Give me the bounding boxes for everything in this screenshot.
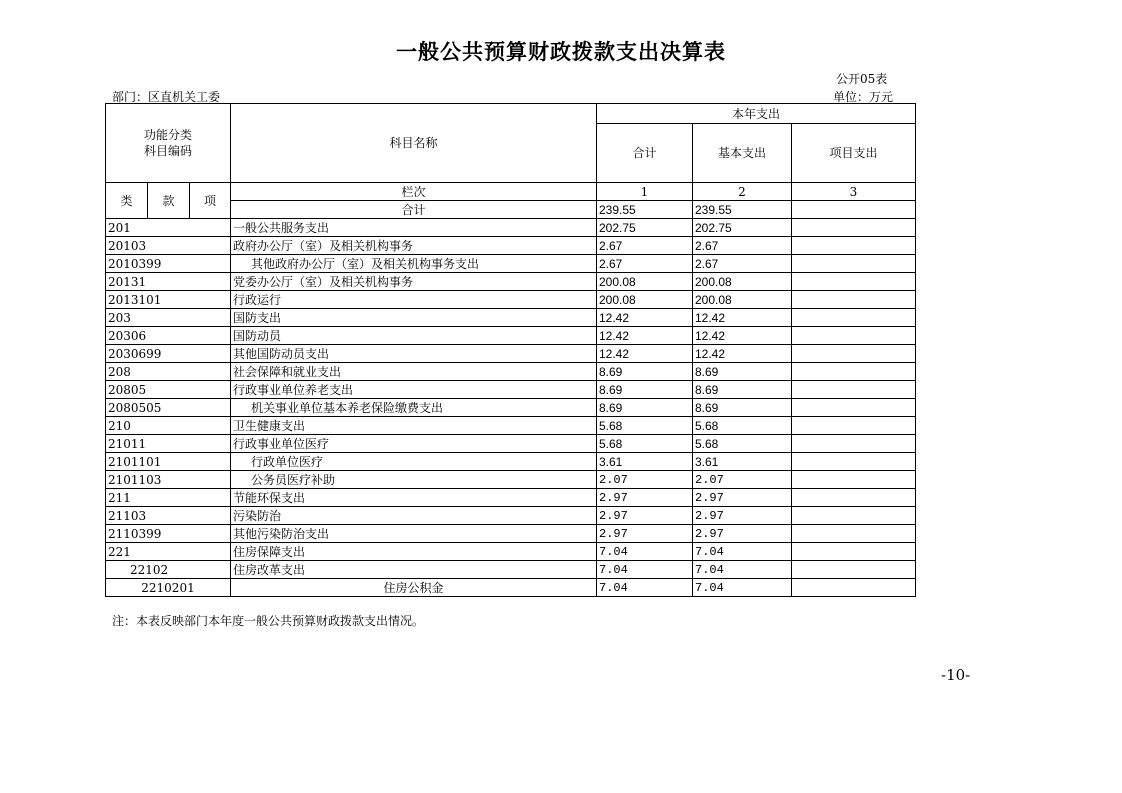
basic-value: 5.68: [693, 417, 792, 435]
basic-value: 12.42: [693, 345, 792, 363]
subject-code: 20306: [106, 327, 231, 345]
subject-name: 行政单位医疗: [231, 453, 597, 471]
table-row: [106, 273, 916, 291]
table-header: [106, 104, 916, 219]
total-value: 12.42: [597, 345, 693, 363]
table-body: [106, 219, 916, 597]
col-index-3: 3: [792, 183, 916, 201]
project-value: [792, 363, 916, 381]
table-row: [106, 363, 916, 381]
table-row: [106, 381, 916, 399]
basic-value: 7.04: [693, 543, 792, 561]
basic-value: 8.69: [693, 363, 792, 381]
table-row: [106, 417, 916, 435]
total-header: 合计: [597, 124, 693, 183]
project-value: [792, 471, 916, 489]
subject-code: 210: [106, 417, 231, 435]
col-index-2: 2: [693, 183, 792, 201]
subject-name: 卫生健康支出: [231, 417, 597, 435]
subject-name: 住房保障支出: [231, 543, 597, 561]
table-row: [106, 327, 916, 345]
subject-name: 党委办公厅（室）及相关机构事务: [231, 273, 597, 291]
item-header: 项: [190, 183, 231, 219]
subject-code: 208: [106, 363, 231, 381]
basic-value: 2.67: [693, 237, 792, 255]
subject-name: 公务员医疗补助: [231, 471, 597, 489]
project-value: [792, 543, 916, 561]
basic-value: 7.04: [693, 579, 792, 597]
total-value: 8.69: [597, 381, 693, 399]
basic-value: 202.75: [693, 219, 792, 237]
project-value: [792, 291, 916, 309]
project-value: [792, 453, 916, 471]
basic-value: 12.42: [693, 309, 792, 327]
basic-value: 200.08: [693, 291, 792, 309]
subject-name: 社会保障和就业支出: [231, 363, 597, 381]
total-value: 200.08: [597, 291, 693, 309]
project-value: [792, 579, 916, 597]
basic-value: 2.97: [693, 507, 792, 525]
grand-total-value: 239.55: [597, 201, 693, 219]
grand-project-value: [792, 201, 916, 219]
table-row: [106, 309, 916, 327]
subject-code: 20131: [106, 273, 231, 291]
department-label: 部门：区直机关工委: [112, 90, 221, 104]
project-value: [792, 561, 916, 579]
basic-value: 8.69: [693, 381, 792, 399]
page-number: -10-: [941, 666, 971, 684]
grand-basic-value: 239.55: [693, 201, 792, 219]
basic-value: 5.68: [693, 435, 792, 453]
total-value: 2.67: [597, 237, 693, 255]
project-value: [792, 399, 916, 417]
subject-name: 其他国防动员支出: [231, 345, 597, 363]
table-row: [106, 579, 916, 597]
subject-name: 污染防治: [231, 507, 597, 525]
subject-code-label: 科目编码: [143, 144, 192, 158]
subject-name: 行政事业单位医疗: [231, 435, 597, 453]
table-row: [106, 255, 916, 273]
basic-value: 3.61: [693, 453, 792, 471]
table-row: [106, 399, 916, 417]
column-order-label: 栏次: [231, 183, 597, 201]
total-value: 2.67: [597, 255, 693, 273]
subject-code: 2080505: [106, 399, 231, 417]
table-row: [106, 525, 916, 543]
subject-code: 22102: [106, 561, 231, 579]
subject-code: 21103: [106, 507, 231, 525]
total-value: 2.97: [597, 489, 693, 507]
project-value: [792, 219, 916, 237]
project-value: [792, 309, 916, 327]
total-value: 2.07: [597, 471, 693, 489]
subject-code: 2110399: [106, 525, 231, 543]
total-value: 7.04: [597, 561, 693, 579]
subject-name: 国防动员: [231, 327, 597, 345]
section-header: 款: [148, 183, 190, 219]
table-row: [106, 435, 916, 453]
form-code: 公开05表: [836, 72, 888, 86]
total-value: 5.68: [597, 417, 693, 435]
table-row: [106, 291, 916, 309]
project-value: [792, 417, 916, 435]
unit-label: 单位：万元: [833, 90, 894, 104]
col-index-1: 1: [597, 183, 693, 201]
basic-expense-header: 基本支出: [693, 124, 792, 183]
basic-value: 12.42: [693, 327, 792, 345]
subject-code: 2010399: [106, 255, 231, 273]
project-value: [792, 507, 916, 525]
budget-table: [105, 103, 916, 597]
table-row: [106, 219, 916, 237]
project-value: [792, 381, 916, 399]
subject-name: 一般公共服务支出: [231, 219, 597, 237]
current-year-expense-header: 本年支出: [597, 104, 916, 124]
project-value: [792, 273, 916, 291]
basic-value: 200.08: [693, 273, 792, 291]
project-value: [792, 525, 916, 543]
table-row: [106, 453, 916, 471]
page-title: 一般公共预算财政拨款支出决算表: [396, 39, 726, 64]
basic-value: 7.04: [693, 561, 792, 579]
basic-value: 2.67: [693, 255, 792, 273]
basic-value: 2.07: [693, 471, 792, 489]
subject-name: 行政事业单位养老支出: [231, 381, 597, 399]
subject-code: 21011: [106, 435, 231, 453]
func-class-header: [106, 104, 231, 183]
table-row: [106, 561, 916, 579]
total-value: 8.69: [597, 399, 693, 417]
subject-code: 221: [106, 543, 231, 561]
subject-name-header: 科目名称: [231, 104, 597, 183]
class-header: 类: [106, 183, 148, 219]
subject-name: 国防支出: [231, 309, 597, 327]
subject-name: 机关事业单位基本养老保险缴费支出: [231, 399, 597, 417]
basic-value: 8.69: [693, 399, 792, 417]
project-value: [792, 489, 916, 507]
project-expense-header: 项目支出: [792, 124, 916, 183]
table-row: [106, 507, 916, 525]
func-class-label: 功能分类: [143, 128, 192, 142]
subject-name: 政府办公厅（室）及相关机构事务: [231, 237, 597, 255]
subject-name: 行政运行: [231, 291, 597, 309]
subject-code: 211: [106, 489, 231, 507]
grand-total-label: 合计: [231, 201, 597, 219]
total-value: 7.04: [597, 543, 693, 561]
total-value: 12.42: [597, 327, 693, 345]
total-value: 3.61: [597, 453, 693, 471]
basic-value: 2.97: [693, 525, 792, 543]
subject-name: 住房改革支出: [231, 561, 597, 579]
total-value: 2.97: [597, 507, 693, 525]
subject-code: 2030699: [106, 345, 231, 363]
subject-code: 201: [106, 219, 231, 237]
basic-value: 2.97: [693, 489, 792, 507]
table-row: [106, 489, 916, 507]
subject-name: 其他污染防治支出: [231, 525, 597, 543]
total-value: 8.69: [597, 363, 693, 381]
table-row: [106, 345, 916, 363]
project-value: [792, 327, 916, 345]
subject-code: 203: [106, 309, 231, 327]
subject-name: 住房公积金: [231, 579, 597, 597]
total-value: 7.04: [597, 579, 693, 597]
table-note: 注：本表反映部门本年度一般公共预算财政拨款支出情况。: [112, 614, 425, 628]
total-value: 2.97: [597, 525, 693, 543]
total-value: 5.68: [597, 435, 693, 453]
project-value: [792, 255, 916, 273]
subject-name: 节能环保支出: [231, 489, 597, 507]
subject-code: 2013101: [106, 291, 231, 309]
subject-code: 2101101: [106, 453, 231, 471]
subject-code: 2210201: [106, 579, 231, 597]
subject-name: 其他政府办公厅（室）及相关机构事务支出: [231, 255, 597, 273]
total-value: 200.08: [597, 273, 693, 291]
subject-code: 20805: [106, 381, 231, 399]
project-value: [792, 435, 916, 453]
project-value: [792, 237, 916, 255]
table-row: [106, 471, 916, 489]
subject-code: 20103: [106, 237, 231, 255]
project-value: [792, 345, 916, 363]
total-value: 202.75: [597, 219, 693, 237]
subject-code: 2101103: [106, 471, 231, 489]
total-value: 12.42: [597, 309, 693, 327]
table-row: [106, 237, 916, 255]
table-row: [106, 543, 916, 561]
